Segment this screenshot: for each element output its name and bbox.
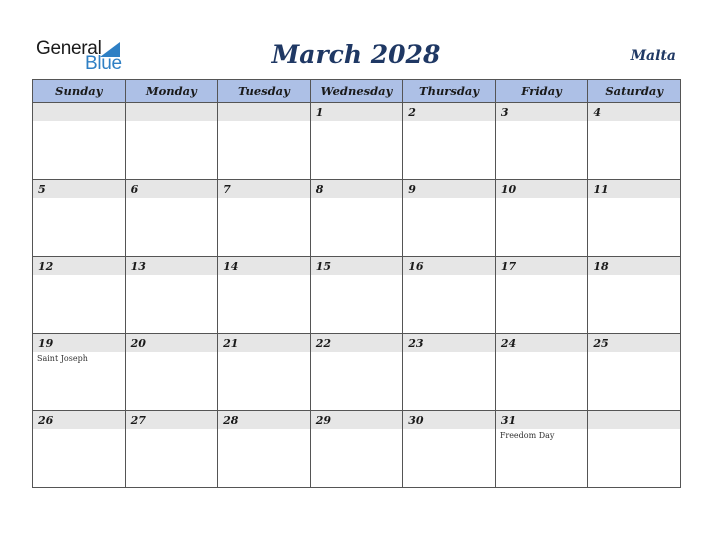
- day-number-bar: [126, 180, 218, 198]
- day-number-bar: [126, 103, 218, 121]
- day-number-bar: [588, 334, 680, 352]
- day-number: [33, 103, 125, 106]
- week-row: [33, 257, 681, 334]
- day-number: 4: [593, 106, 602, 119]
- day-number: 14: [223, 260, 239, 273]
- day-number: 31: [500, 414, 517, 427]
- day-number: 7: [223, 183, 231, 196]
- day-number-bar: [218, 180, 310, 198]
- day-number-bar: [588, 103, 680, 121]
- day-cell: [218, 334, 311, 411]
- day-cell: [495, 257, 588, 334]
- week-row: [33, 411, 681, 488]
- day-number-bar: [588, 411, 680, 429]
- day-cell: [218, 103, 311, 180]
- day-number: 20: [130, 337, 146, 350]
- day-cell: [588, 334, 681, 411]
- day-number-bar: [126, 334, 218, 352]
- day-number-bar: [218, 103, 310, 121]
- day-cell: [495, 180, 588, 257]
- day-cell: [33, 257, 126, 334]
- day-cell: [403, 103, 496, 180]
- day-number: 19: [38, 337, 54, 350]
- holiday-label: Freedom Day: [499, 431, 555, 440]
- day-number-bar: [496, 103, 588, 121]
- day-number-bar: [403, 103, 495, 121]
- day-number: 30: [408, 414, 424, 427]
- country-label: Malta: [630, 48, 676, 64]
- day-cell: [33, 103, 126, 180]
- day-number-bar: [496, 334, 588, 352]
- day-number: 25: [593, 337, 609, 350]
- day-cell: [403, 334, 496, 411]
- day-cell: [403, 411, 496, 488]
- day-number: 29: [315, 414, 331, 427]
- logo-word-blue: Blue: [85, 53, 122, 74]
- weekday-wednesday: Wednesday: [310, 80, 403, 103]
- day-number: 22: [315, 337, 331, 350]
- day-cell: [403, 257, 496, 334]
- day-number-bar: [33, 180, 125, 198]
- day-number: 6: [130, 183, 139, 196]
- day-cell: [310, 257, 403, 334]
- day-cell: [125, 334, 218, 411]
- day-number: 8: [315, 183, 324, 196]
- day-cell: [33, 334, 126, 411]
- day-cell: [588, 180, 681, 257]
- day-cell: [310, 103, 403, 180]
- day-number-bar: [311, 411, 403, 429]
- day-number-bar: [126, 257, 218, 275]
- day-number: 24: [500, 337, 517, 350]
- day-cell: [218, 180, 311, 257]
- day-number: 5: [38, 183, 46, 196]
- weekday-friday: Friday: [495, 80, 588, 103]
- day-number: 10: [500, 183, 517, 196]
- day-cell: [125, 257, 218, 334]
- weekday-thursday: Thursday: [403, 80, 496, 103]
- calendar-grid: [32, 79, 681, 488]
- day-cell: [33, 180, 126, 257]
- day-number-bar: [403, 411, 495, 429]
- day-number: 27: [130, 414, 146, 427]
- day-number: 9: [408, 183, 416, 196]
- day-cell: [495, 103, 588, 180]
- day-number: 26: [38, 414, 54, 427]
- weekday-saturday: Saturday: [588, 80, 681, 103]
- day-number-bar: [218, 257, 310, 275]
- day-cell: [495, 411, 588, 488]
- day-cell: [588, 411, 681, 488]
- day-cell: [403, 180, 496, 257]
- day-cell: [125, 180, 218, 257]
- logo-word-general: General: [36, 38, 102, 59]
- day-number: 18: [593, 260, 609, 273]
- day-number: 16: [408, 260, 424, 273]
- day-cell: [125, 411, 218, 488]
- week-row: [33, 180, 681, 257]
- day-number-bar: [403, 180, 495, 198]
- day-number: 21: [223, 337, 239, 350]
- day-number: [588, 411, 680, 414]
- day-number-bar: [403, 334, 495, 352]
- weekday-monday: Monday: [125, 80, 218, 103]
- holiday-label: Saint Joseph: [37, 354, 88, 363]
- day-number-bar: [311, 180, 403, 198]
- day-cell: [33, 411, 126, 488]
- day-number-bar: [588, 180, 680, 198]
- day-number-bar: [496, 180, 588, 198]
- day-number-bar: [311, 334, 403, 352]
- day-number: [126, 103, 218, 106]
- calendar-title: March 2028: [271, 40, 441, 69]
- day-number: 3: [500, 106, 509, 119]
- day-number-bar: [126, 411, 218, 429]
- day-number-bar: [33, 411, 125, 429]
- day-cell: [495, 334, 588, 411]
- day-number-bar: [403, 257, 495, 275]
- week-row: [33, 103, 681, 180]
- day-number: 15: [315, 260, 331, 273]
- day-number-bar: [33, 103, 125, 121]
- day-cell: [218, 257, 311, 334]
- day-number-bar: [311, 257, 403, 275]
- week-row: [33, 334, 681, 411]
- day-number-bar: [311, 103, 403, 121]
- day-number-bar: [588, 257, 680, 275]
- day-number-bar: [33, 334, 125, 352]
- day-number-bar: [218, 411, 310, 429]
- day-number: 17: [500, 260, 517, 273]
- day-number: 11: [593, 183, 609, 196]
- day-number-bar: [218, 334, 310, 352]
- day-cell: [310, 180, 403, 257]
- day-number: 1: [315, 106, 324, 119]
- weekday-tuesday: Tuesday: [218, 80, 311, 103]
- day-number: 12: [38, 260, 54, 273]
- day-number: 13: [130, 260, 146, 273]
- day-cell: [218, 411, 311, 488]
- day-cell: [588, 257, 681, 334]
- day-number: 23: [408, 337, 424, 350]
- day-number: 28: [223, 414, 239, 427]
- day-cell: [310, 411, 403, 488]
- day-cell: [125, 103, 218, 180]
- day-number-bar: [496, 411, 588, 429]
- day-cell: [588, 103, 681, 180]
- day-number-bar: [496, 257, 588, 275]
- day-number: 2: [408, 106, 416, 119]
- day-number-bar: [33, 257, 125, 275]
- day-cell: [310, 334, 403, 411]
- weekday-sunday: Sunday: [33, 80, 126, 103]
- weekday-header-row: [33, 80, 681, 103]
- day-number: [218, 103, 310, 106]
